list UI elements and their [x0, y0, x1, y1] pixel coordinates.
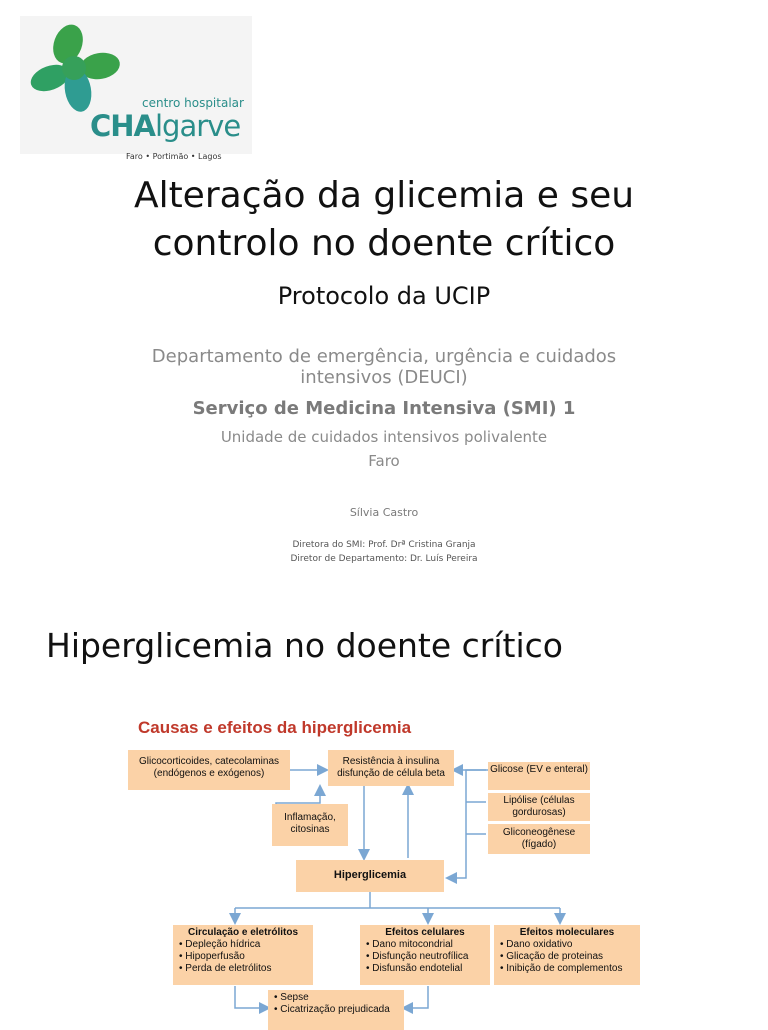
logo-line1: centro hospitalar — [142, 96, 244, 110]
box-efeitos-moleculares: Efeitos moleculares • Dano oxidativo • Glicação de proteinas • Inibição de complementos — [494, 925, 640, 985]
logo-locations: Faro • Portimão • Lagos — [126, 152, 222, 161]
box-circulacao-eletrolitos: Circulação e eletrólitos • Depleção hídrica • Hipoperfusão • Perda de eletrólitos — [173, 925, 313, 985]
unit: Unidade de cuidados intensivos polivalente — [220, 428, 548, 446]
author: Sílvia Castro — [349, 506, 419, 519]
directors: Diretora do SMI: Prof. Drª Cristina Granja Diretor de Departamento: Dr. Luís Pereira — [290, 540, 478, 564]
logo-brand: CHAlgarve — [90, 109, 241, 143]
list-item: • Inibição de complementos — [500, 963, 634, 975]
cross-logo-icon — [28, 22, 138, 122]
department: Departamento de emergência, urgência e cuidados intensivos (DEUCI) — [151, 346, 617, 388]
box-gliconeogenese: Gliconeogênese (fígado) — [488, 824, 590, 854]
slide-heading: Hiperglicemia no doente crítico — [46, 626, 563, 665]
list-item: • Dano mitocondrial — [366, 939, 484, 951]
box-inflamacao: Inflamação, citosinas — [272, 804, 348, 846]
slide-title: Alteração da glicemia e seu controlo no doente crítico — [133, 175, 635, 264]
box-desfechos — [268, 990, 404, 1030]
box-efeitos-celulares: Efeitos celulares • Dano mitocondrial • Disfunção neutrofílica • Disfunsão endotelial — [360, 925, 490, 985]
list-item: • Sepse — [274, 992, 398, 1004]
box-glicose: Glicose (EV e enteral) — [488, 762, 590, 790]
chalgarve-logo — [20, 16, 252, 161]
list-item: • Disfunção neutrofílica — [366, 951, 484, 963]
box-hiperglicemia: Hiperglicemia — [296, 860, 444, 892]
content-slide — [0, 600, 768, 1024]
list-item: • Glicação de proteinas — [500, 951, 634, 963]
box-resistencia-insulina: Resistência à insulina disfunção de célula beta — [328, 750, 454, 786]
list-item: • Disfunsão endotelial — [366, 963, 484, 975]
list-item: • Depleção hídrica — [179, 939, 307, 951]
box-glucocorticoides: Glicocorticoides, catecolaminas (endógenos e exógenos) — [128, 750, 290, 790]
diagram-title: Causas e efeitos da hiperglicemia — [138, 718, 412, 737]
list-item: • Cicatrização prejudicada — [274, 1004, 398, 1016]
list-item: • Hipoperfusão — [179, 951, 307, 963]
box-lipolise: Lipólise (células gordurosas) — [488, 793, 590, 821]
list-item: • Dano oxidativo — [500, 939, 634, 951]
slide-subtitle: Protocolo da UCIP — [277, 282, 491, 310]
service: Serviço de Medicina Intensiva (SMI) 1 — [192, 398, 576, 419]
list-item: • Perda de eletrólitos — [179, 963, 307, 975]
city: Faro — [368, 452, 400, 470]
